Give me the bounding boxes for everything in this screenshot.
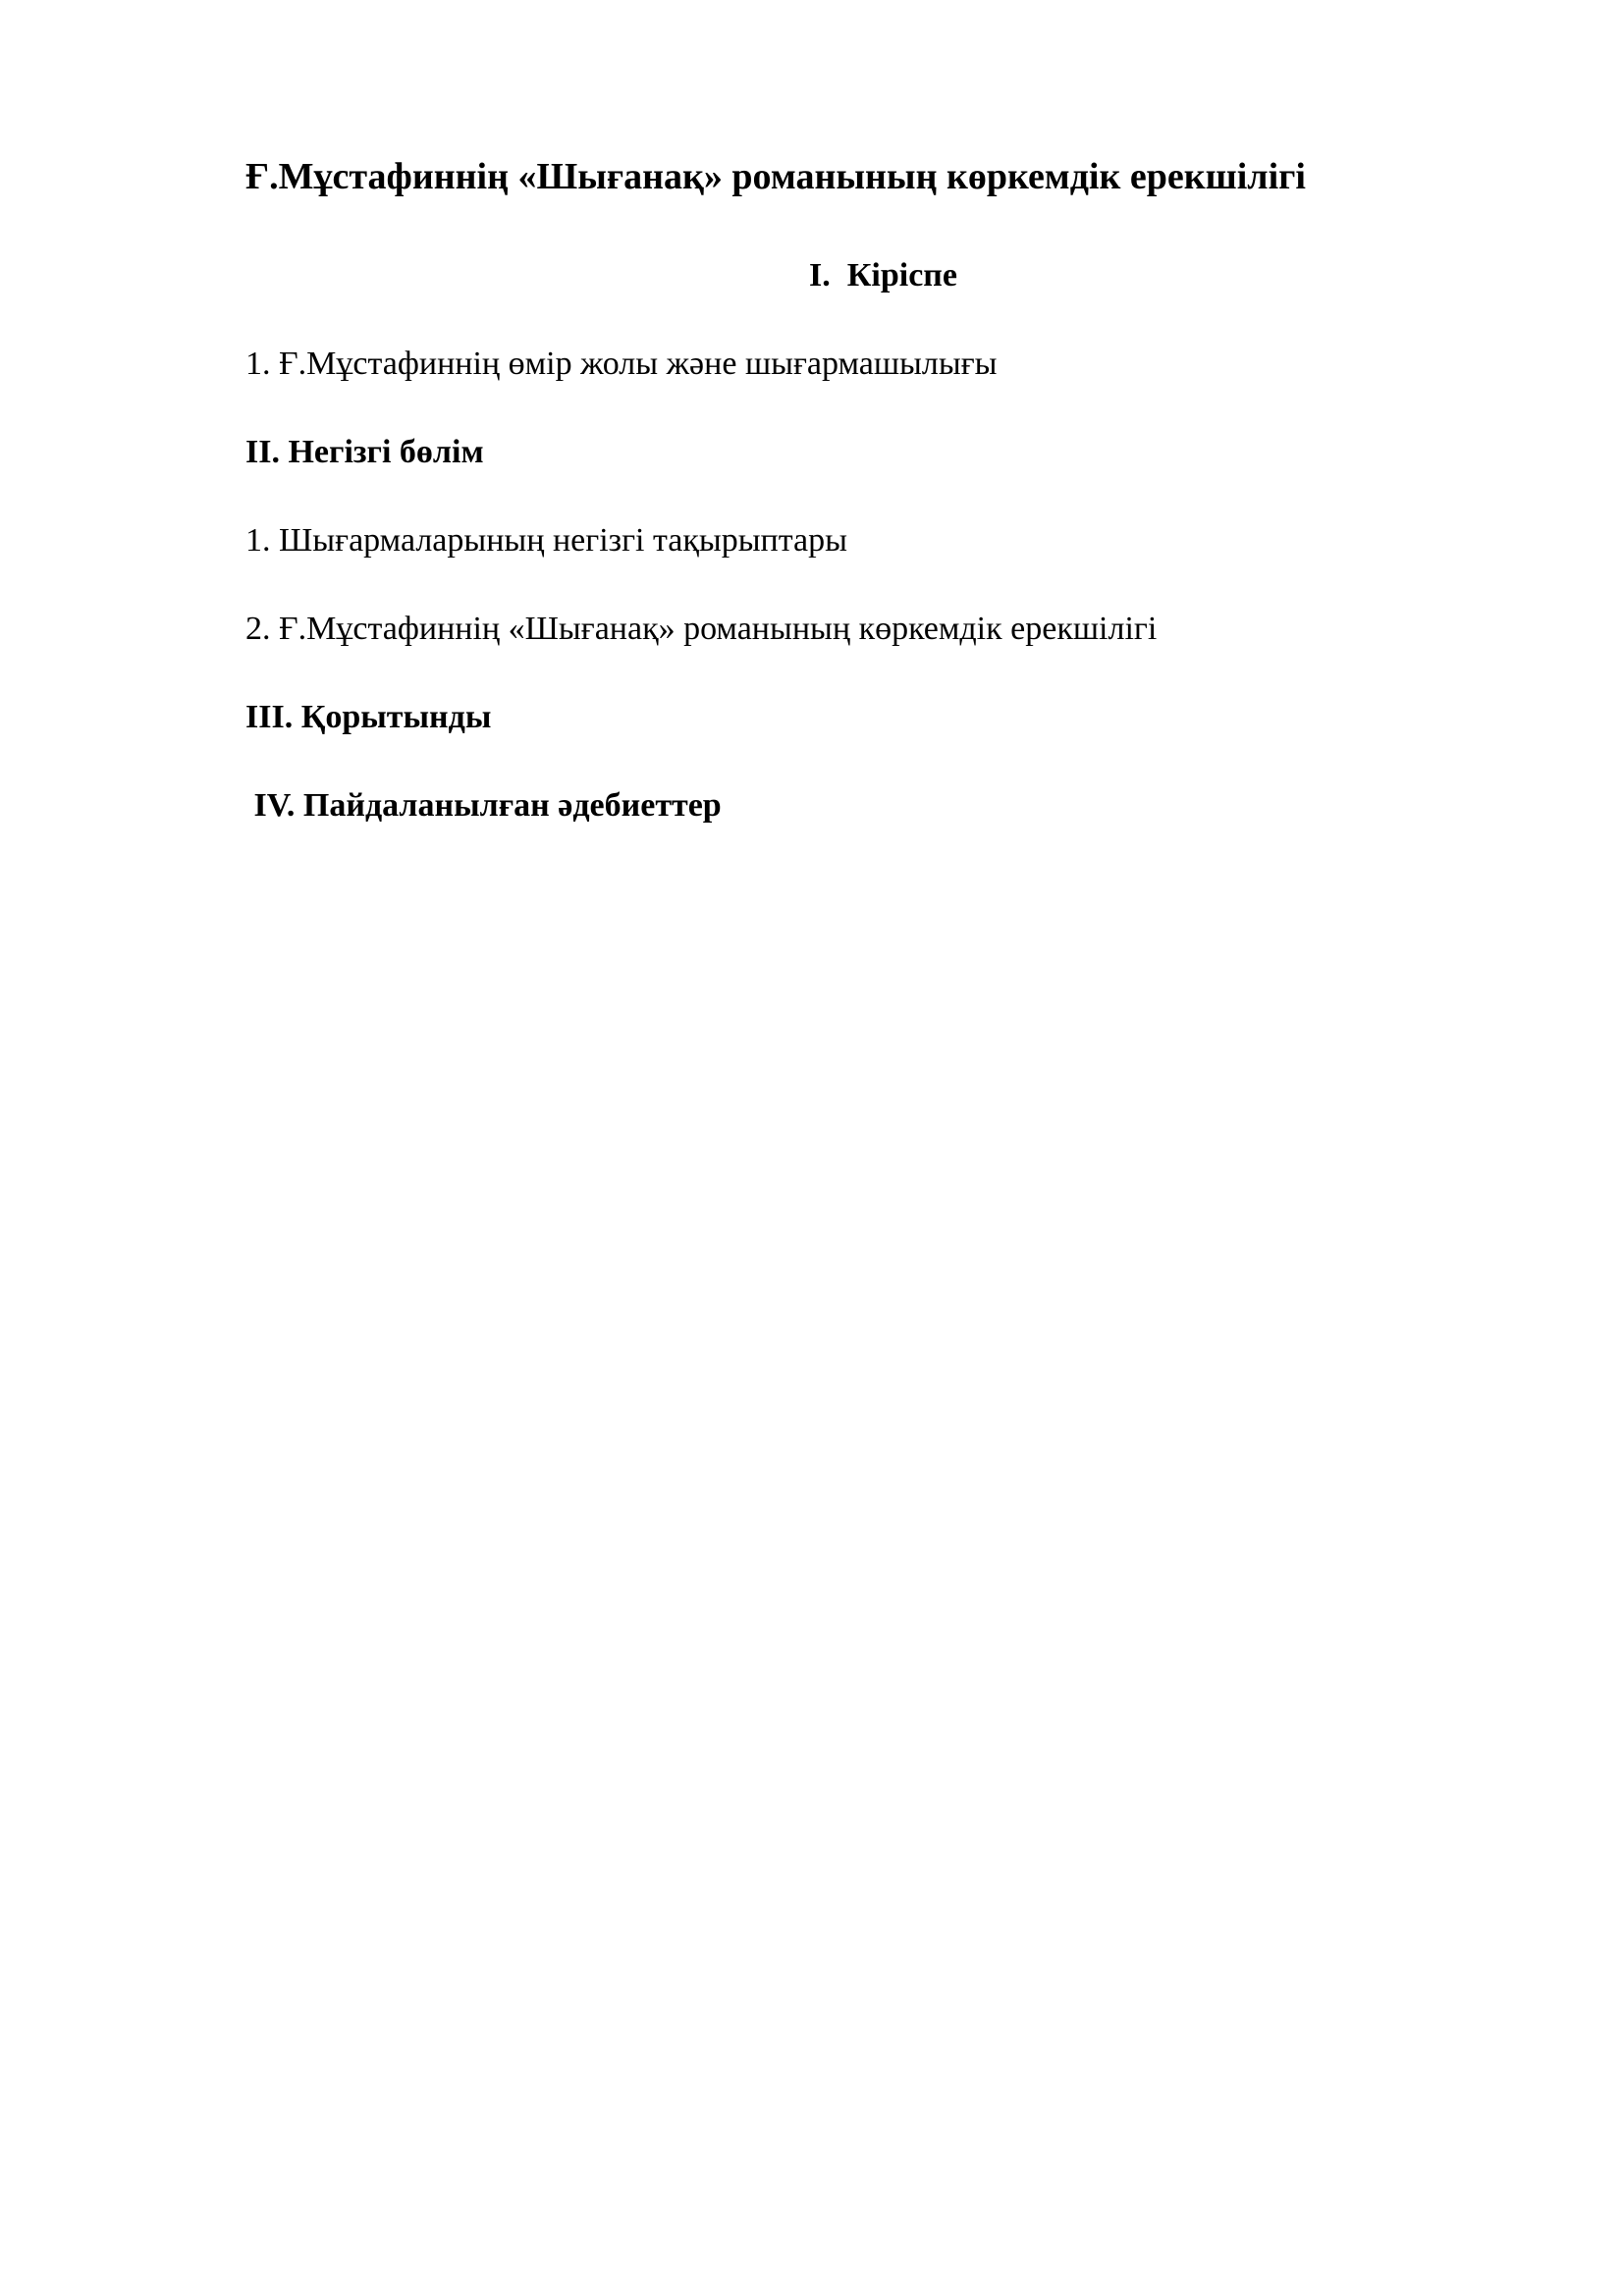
section-heading-main: II. Негізгі бөлім — [245, 434, 484, 470]
document-title: Ғ.Мұстафиннің «Шығанақ» романының көркемдік ерекшілігі — [245, 156, 1306, 197]
main-item-1: 1. Шығармаларының негізгі тақырыптары — [245, 522, 847, 559]
section-heading-intro: I. Кіріспе — [809, 257, 957, 294]
section-heading-conclusion: III. Қорытынды — [245, 699, 492, 735]
intro-item-1: 1. Ғ.Мұстафиннің өмір жолы және шығармашылығы — [245, 346, 998, 382]
section-heading-references: IV. Пайдаланылған әдебиеттер — [245, 787, 722, 824]
main-item-2: 2. Ғ.Мұстафиннің «Шығанақ» романының көркемдік ерекшілігі — [245, 611, 1158, 647]
